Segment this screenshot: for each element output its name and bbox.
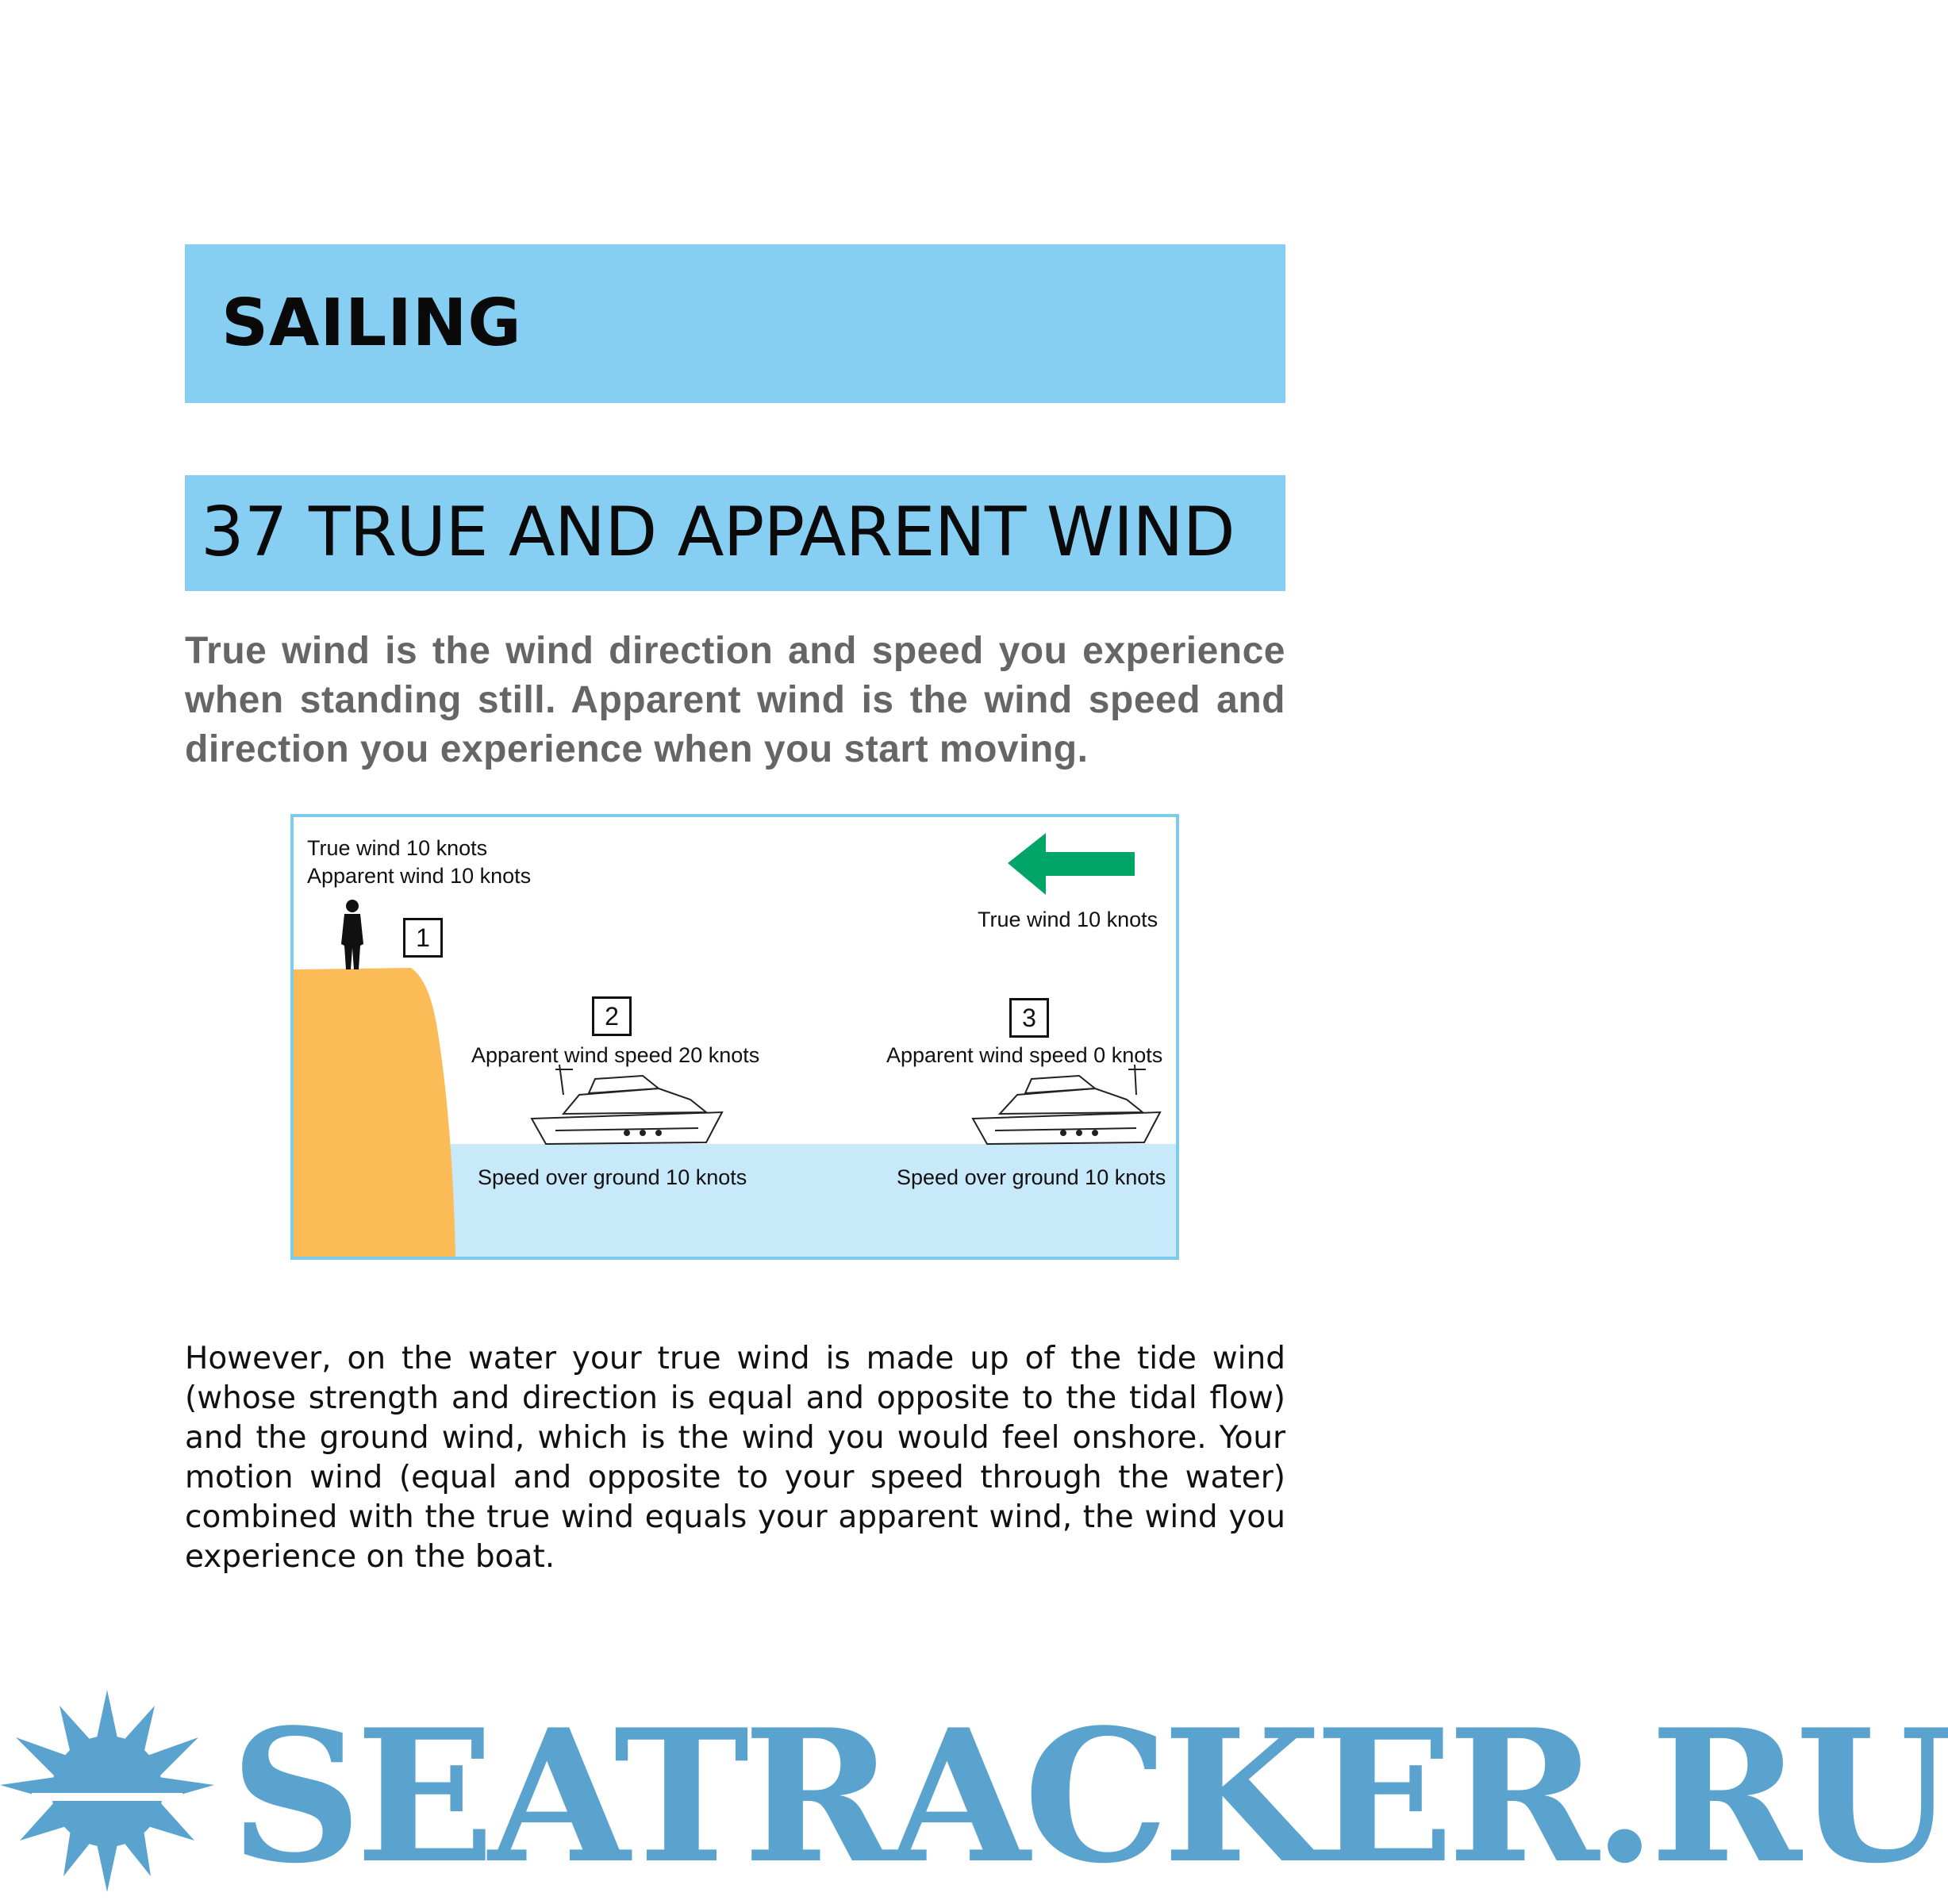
body-paragraph: However, on the water your true wind is made up of the tide wind (whose strength and direction is equal and opposite to the tidal flow) and the ground wind, which is the wind you would feel onshore. Your motion wind (equal and opposite to your speed through the water) combined with the true wind equals your apparent wind, the wind you experience on the boat. [185, 1341, 1285, 1575]
person-true-wind-label: True wind 10 knots [307, 836, 488, 860]
person-silhouette-icon [341, 900, 363, 969]
intro-paragraph: True wind is the wind direction and speed you experience when standing still. Apparent wind is the wind speed and direction you experience when you start moving. [185, 630, 1285, 770]
section-title: SAILING [221, 286, 522, 361]
section-header-band [185, 244, 1285, 403]
watermark-text: SEATRACKER.RU [230, 1690, 1948, 1904]
figure-marker-1: 1 [403, 918, 443, 958]
person-apparent-wind-label: Apparent wind 10 knots [307, 864, 532, 888]
sun-logo-icon [0, 1690, 214, 1892]
figure-marker-3: 3 [1009, 998, 1049, 1038]
true-wind-arrow-label: True wind 10 knots [978, 908, 1158, 931]
wind-arrow-icon [1008, 833, 1135, 895]
boat-3-apparent-wind-label: Apparent wind speed 0 knots [886, 1043, 1163, 1067]
boat-3-speed-label: Speed over ground 10 knots [897, 1165, 1166, 1189]
figure-marker-2: 2 [592, 996, 632, 1036]
chapter-title: TRUE AND APPARENT WIND [309, 493, 1235, 572]
motor-yacht-icon-3 [973, 1065, 1160, 1144]
chapter-number: 37 [201, 493, 288, 572]
wind-diagram [290, 814, 1179, 1260]
motor-yacht-icon-2 [532, 1065, 722, 1144]
chapter-header-band [185, 475, 1285, 591]
boat-2-apparent-wind-label: Apparent wind speed 20 knots [471, 1043, 760, 1067]
cliff-shape [294, 968, 455, 1257]
boat-2-speed-label: Speed over ground 10 knots [478, 1165, 747, 1189]
